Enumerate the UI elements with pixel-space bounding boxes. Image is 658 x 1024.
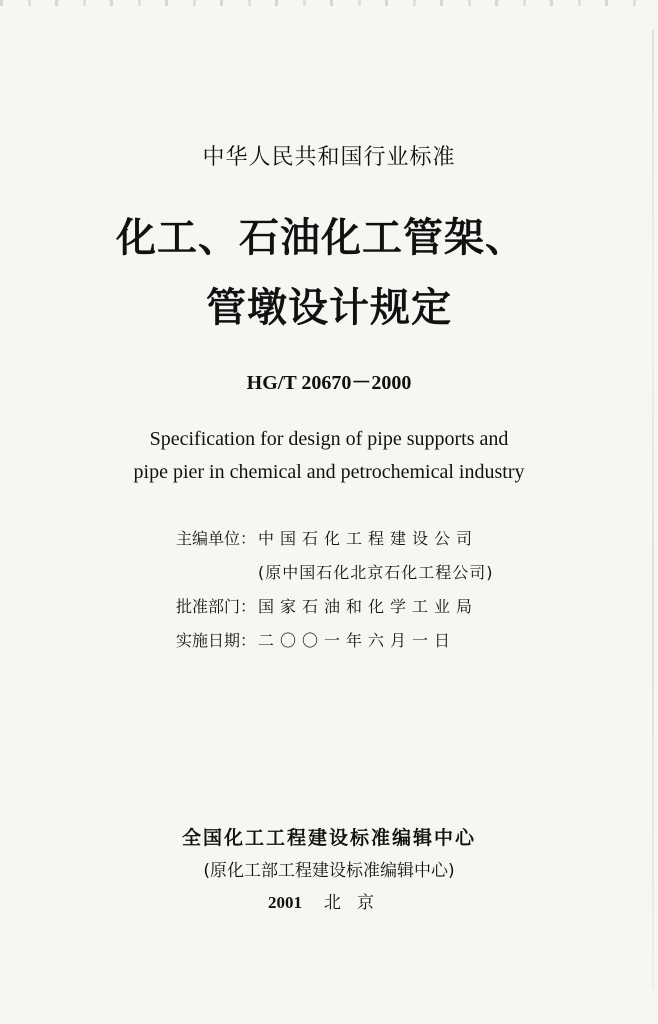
publisher-name: 全国化工工程建设标准编辑中心 bbox=[181, 827, 476, 849]
publication-year: 2001 bbox=[268, 893, 302, 912]
document-title-line1: 化工、石油化工管架、 bbox=[116, 215, 526, 261]
editor-former-value: (原中国石化北京石化工程公司) bbox=[258, 563, 494, 582]
publisher-former-name: (原化工部工程建设标准编辑中心) bbox=[203, 861, 455, 881]
effective-date-row bbox=[176, 628, 456, 651]
approval-row bbox=[176, 594, 478, 617]
editor-row bbox=[176, 526, 478, 549]
scan-edge-top bbox=[0, 0, 658, 6]
publication-info bbox=[0, 888, 658, 913]
approval-label: 批准部门： bbox=[176, 597, 257, 616]
effective-date-value: 二〇〇一年六月一日 bbox=[258, 631, 457, 650]
english-title-line2: pipe pier in chemical and petrochemical industry bbox=[133, 461, 525, 483]
approval-value: 国家石油和化学工业局 bbox=[258, 597, 479, 616]
english-title-line1: Specification for design of pipe supports and bbox=[149, 428, 509, 450]
industry-standard-heading: 中华人民共和国行业标准 bbox=[202, 145, 456, 170]
editor-label: 主编单位： bbox=[176, 529, 257, 548]
editor-value: 中国石化工程建设公司 bbox=[258, 529, 479, 548]
editor-former-row bbox=[258, 560, 494, 583]
standard-code: HG/T 20670－2000 bbox=[246, 372, 412, 394]
effective-date-label: 实施日期： bbox=[176, 631, 257, 650]
document-title-line2: 管墩设计规定 bbox=[206, 285, 452, 331]
publication-city: 北京 bbox=[324, 893, 390, 913]
